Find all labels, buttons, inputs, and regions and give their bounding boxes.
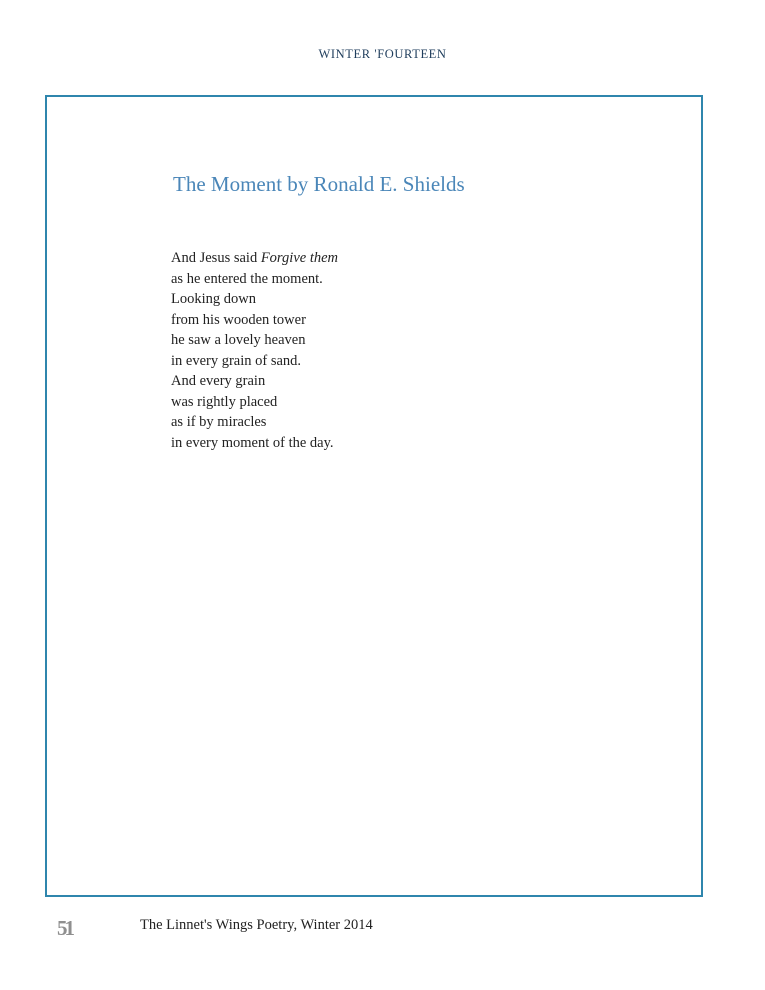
poem-line: Looking down — [171, 291, 256, 307]
poem-body — [171, 248, 338, 453]
poem-line: And every grain — [171, 373, 266, 389]
poem-line-text: And Jesus said — [171, 250, 261, 266]
poem-line: he saw a lovely heaven — [171, 332, 306, 348]
footer-publication: The Linnet's Wings Poetry, Winter 2014 — [140, 917, 373, 933]
page-frame — [45, 95, 703, 897]
poem-line — [171, 248, 338, 269]
poem-title: The Moment by Ronald E. Shields — [173, 172, 465, 196]
poem-line: as he entered the moment. — [171, 270, 323, 287]
poem-line: from his wooden tower — [171, 311, 306, 328]
page-number: 51 — [57, 916, 72, 940]
running-head: WINTER 'FOURTEEN — [318, 47, 447, 61]
poem-line: in every moment of the day. — [171, 434, 334, 451]
poem-line-italic: Forgive them — [260, 250, 339, 266]
poem-line: as if by miracles — [171, 414, 267, 430]
poem-line: in every grain of sand. — [171, 352, 302, 369]
poem-line: was rightly placed — [171, 393, 278, 410]
